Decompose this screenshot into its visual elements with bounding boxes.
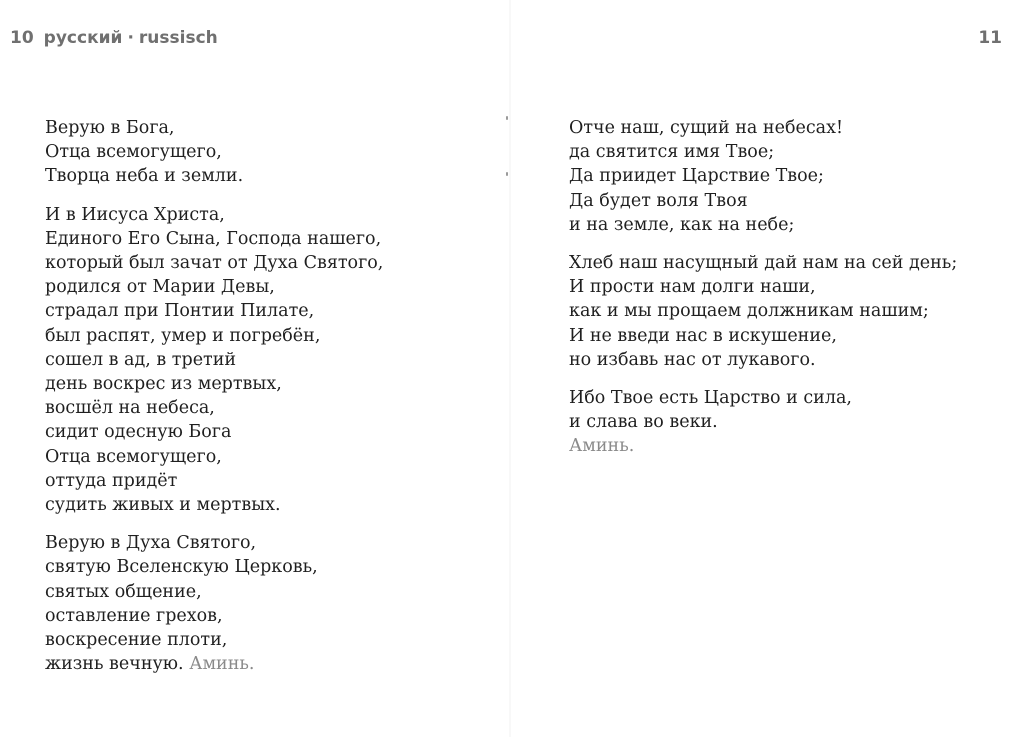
text-line: Творца неба и земли. — [45, 166, 244, 187]
scan-mark — [506, 116, 508, 120]
left-page-number: 10 — [10, 28, 34, 48]
left-page-header — [10, 28, 218, 48]
scan-mark — [506, 172, 508, 176]
text-line: и на земле, как на небе; — [569, 214, 795, 235]
text-line: Ибо Твое есть Царство и сила, — [569, 388, 852, 409]
amen-word: Аминь. — [569, 436, 635, 457]
creed-stanza-2 — [45, 203, 383, 518]
text-line: был распят, умер и погребён, — [45, 325, 321, 346]
language-title-russian: русский — [43, 28, 123, 48]
right-page-number: 11 — [978, 28, 1002, 48]
text-line: Да будет воля Твоя — [569, 190, 748, 211]
text-line: И прости нам долги наши, — [569, 277, 816, 298]
text-line: И не введи нас в искушение, — [569, 325, 837, 346]
text-line: святых общение, — [45, 581, 202, 602]
text-line: и слава во веки. — [569, 412, 718, 433]
text-line: И в Иисуса Христа, — [45, 204, 225, 225]
text-line: Да приидет Царствие Твое; — [569, 166, 824, 187]
lords-prayer-text — [569, 116, 957, 473]
text-line: оставление грехов, — [45, 605, 223, 626]
text-line: день воскрес из мертвых, — [45, 374, 282, 395]
prayer-stanza-3 — [569, 386, 957, 459]
prayer-stanza-1 — [569, 116, 957, 237]
text-line: который был зачат от Духа Святого, — [45, 253, 384, 274]
text-line: Отца всемогущего, — [45, 142, 222, 163]
text-line: Верую в Духа Святого, — [45, 533, 257, 554]
text-line: да святится имя Твое; — [569, 142, 775, 163]
language-title-german: russisch — [138, 28, 218, 48]
text-line: родился от Марии Девы, — [45, 277, 275, 298]
creed-stanza-1 — [45, 116, 383, 189]
text-line: как и мы прощаем должникам нашим; — [569, 301, 929, 322]
text-line: Верую в Бога, — [45, 118, 175, 138]
text-line: святую Вселенскую Церковь, — [45, 557, 318, 578]
text-line-content: жизнь вечную. — [45, 654, 184, 675]
text-line: но избавь нас от лукавого. — [569, 349, 816, 370]
text-line: воскресение плоти, — [45, 630, 228, 651]
text-line: оттуда придёт — [45, 470, 178, 491]
text-line: восшёл на небеса, — [45, 398, 215, 419]
right-page — [512, 0, 1024, 737]
header-separator: · — [127, 28, 134, 48]
apostles-creed-text — [45, 116, 383, 690]
amen-word: Аминь. — [189, 654, 255, 675]
text-line: страдал при Понтии Пилате, — [45, 301, 315, 322]
text-line: Отца всемогущего, — [45, 446, 222, 467]
text-line: сидит одесную Бога — [45, 422, 232, 443]
text-line: судить живых и мертвых. — [45, 495, 281, 516]
text-line: Хлеб наш насущный дай нам на сей день; — [569, 253, 958, 274]
prayer-stanza-2 — [569, 251, 957, 372]
text-line: Отче наш, сущий на небесах! — [569, 118, 843, 138]
right-page-header — [978, 28, 1002, 48]
text-line: сошел в ад, в третий — [45, 349, 237, 370]
text-line: Единого Его Сына, Господа нашего, — [45, 228, 382, 249]
text-line-with-amen — [45, 652, 383, 676]
creed-stanza-3 — [45, 531, 383, 676]
